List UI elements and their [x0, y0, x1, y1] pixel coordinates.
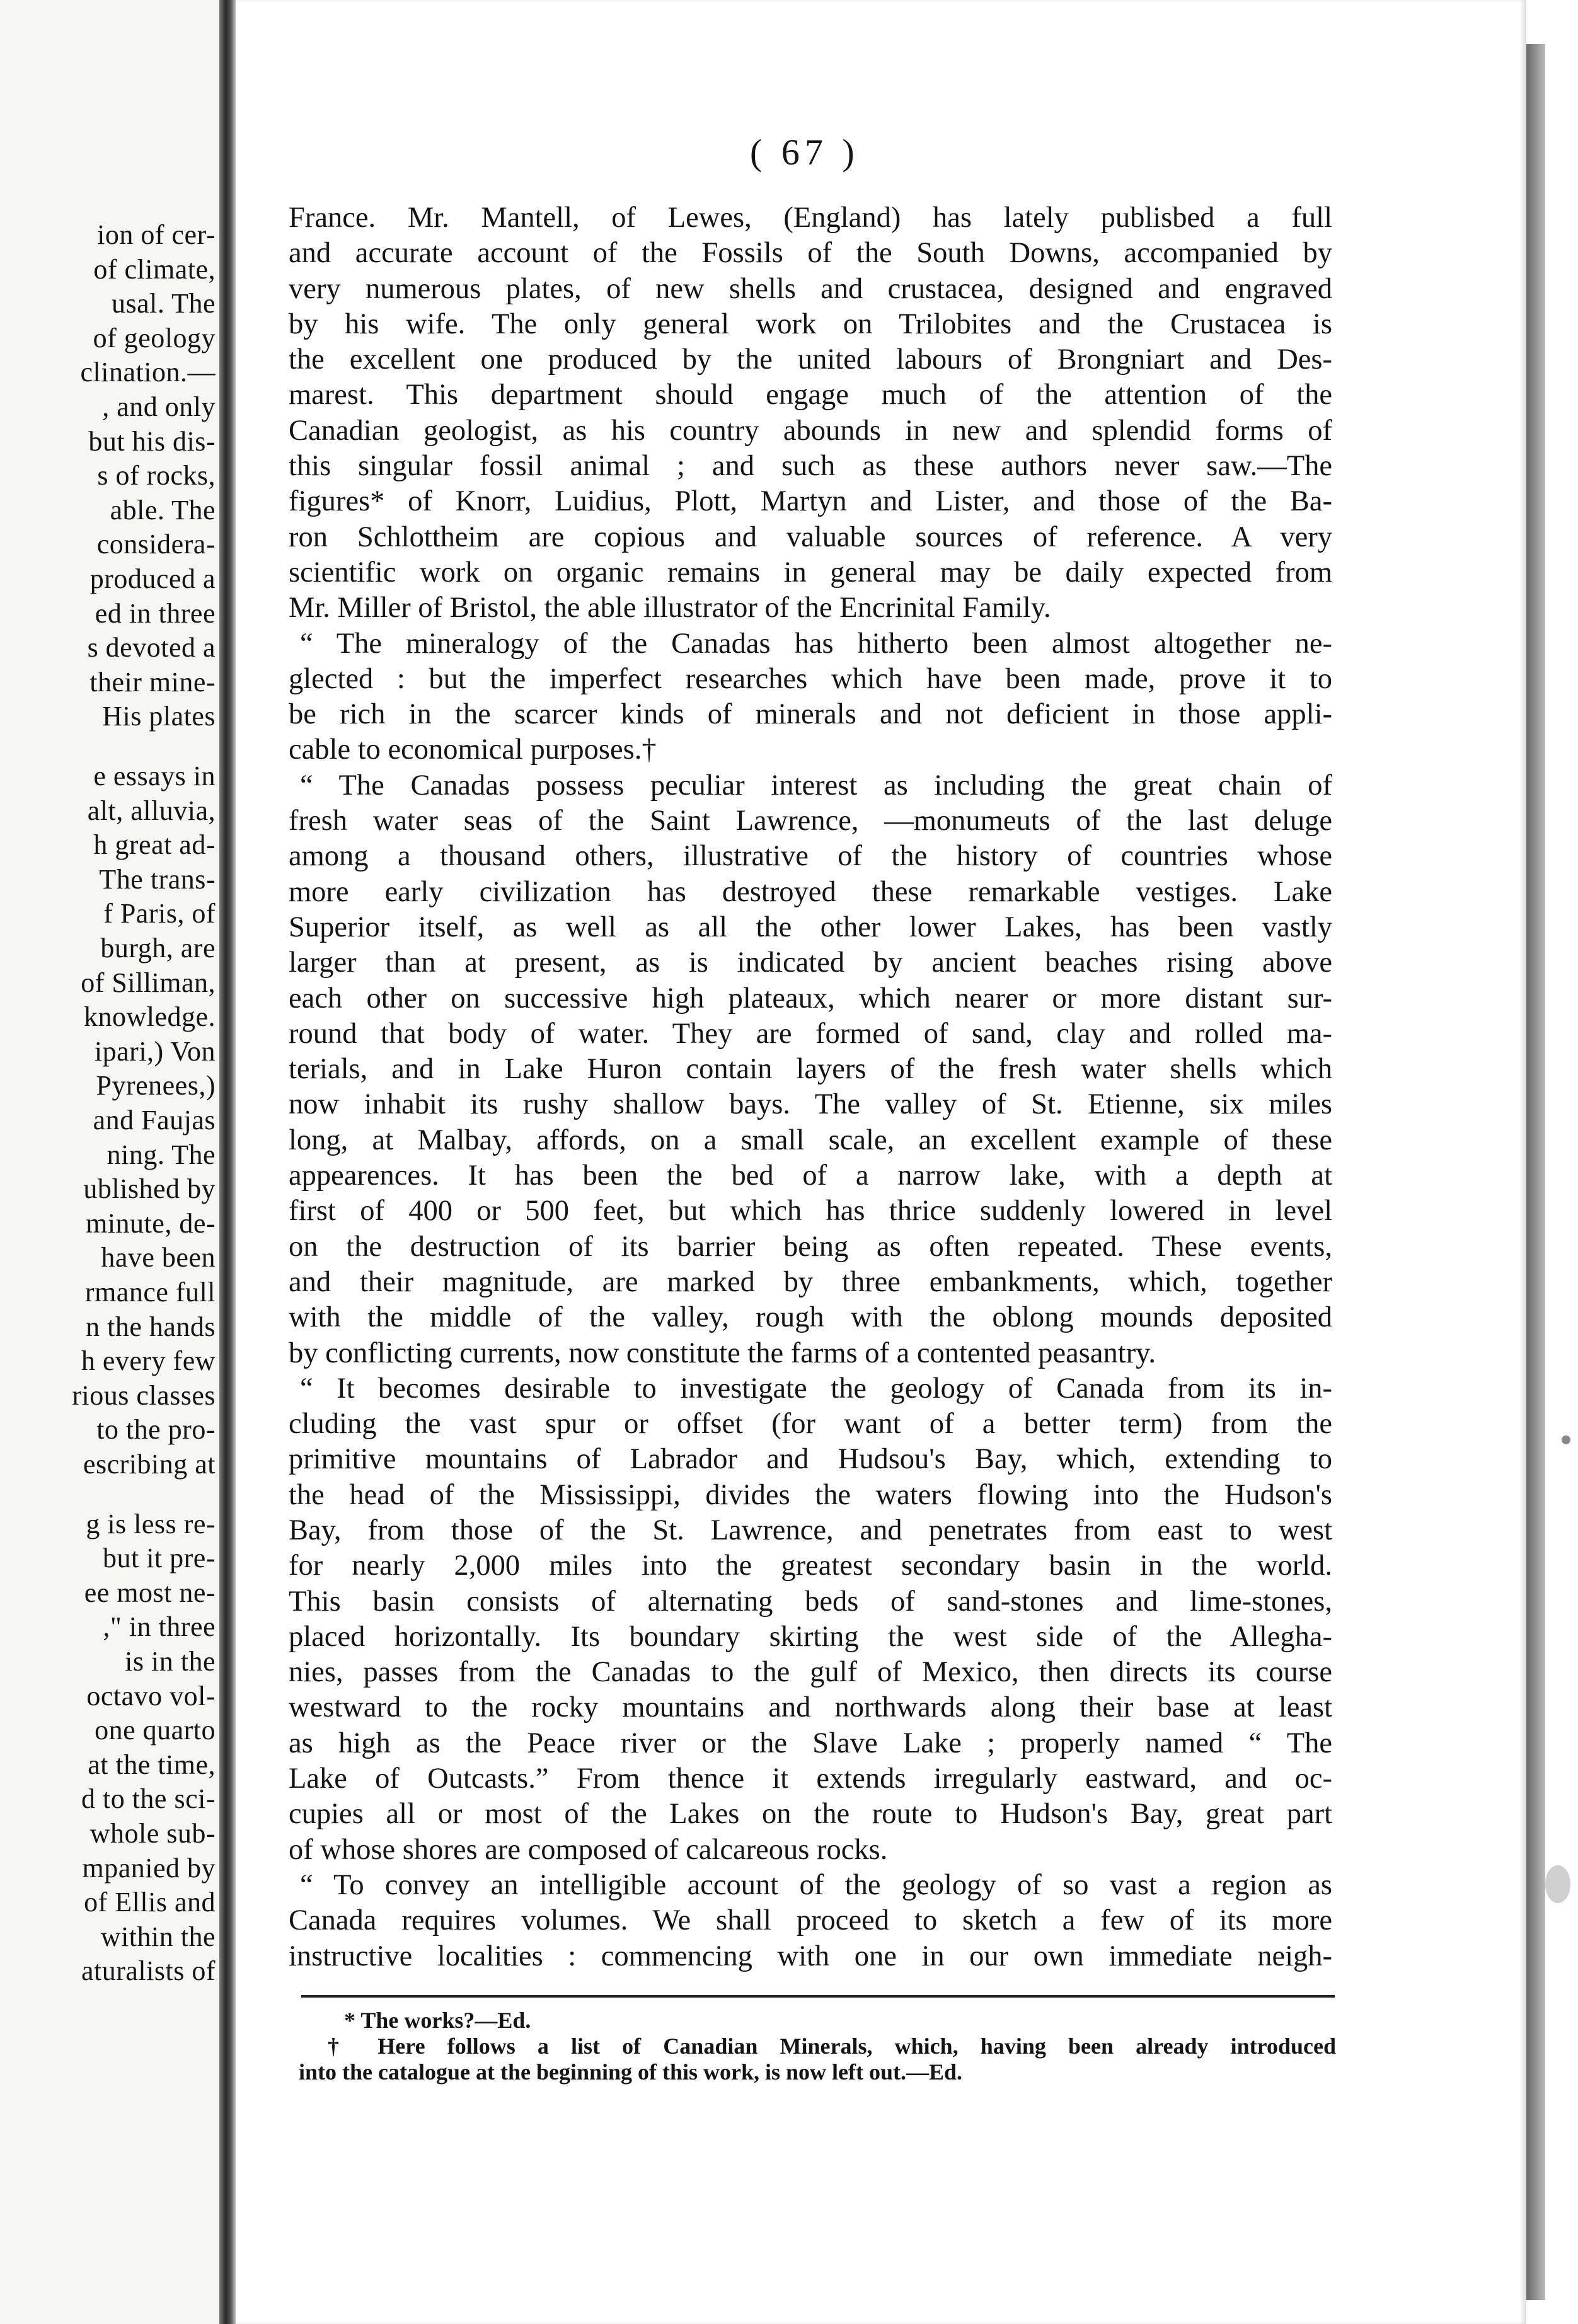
body-text-line: more early civilization has destroyed these remarkable vestiges. Lake: [289, 875, 1332, 908]
body-text-line: This basin consists of alternating beds of sand-stones and lime-stones,: [289, 1585, 1332, 1618]
body-text-line: westward to the rocky mountains and northwards along their base at least: [289, 1691, 1332, 1724]
body-text-line: nies, passes from the Canadas to the gulf of Mexico, then directs its course: [289, 1656, 1332, 1689]
book-gutter: [219, 0, 236, 2324]
body-text-line: Bay, from those of the St. Lawrence, and penetrates from east to west: [289, 1514, 1332, 1546]
body-text-line: appearences. It has been the bed of a narrow lake, with a depth at: [289, 1159, 1332, 1192]
left-page-line: produced a: [89, 563, 216, 594]
left-page-line: rmance full: [84, 1277, 216, 1308]
body-text-line: by his wife. The only general work on Trilobites and the Crustacea is: [289, 308, 1332, 340]
body-text-line: as high as the Peace river or the Slave Lake ; properly named “ The: [289, 1727, 1332, 1759]
left-page-line: whole sub-: [89, 1818, 216, 1849]
left-page-line: considera-: [96, 529, 216, 560]
body-text-line: by conflicting currents, now constitute the farms of a contented peasantry.: [289, 1337, 1156, 1369]
left-page-line: escribing at: [83, 1449, 216, 1480]
body-text-line: of whose shores are composed of calcareous rocks.: [289, 1833, 888, 1866]
left-page-line: h every few: [81, 1345, 216, 1377]
body-text-line: instructive localities : commencing with one in our own immediate neigh-: [289, 1940, 1332, 1972]
footnote-line: † Here follows a list of Canadian Minerals, which, having been already introduced: [328, 2034, 1336, 2059]
footnote-line: into the catalogue at the beginning of this work, is now left out.—Ed.: [299, 2059, 963, 2085]
left-page-line: The trans-: [99, 863, 216, 895]
left-page-line: of Silliman,: [81, 967, 216, 998]
left-page-line: ion of cer-: [97, 219, 216, 250]
left-page-line: within the: [100, 1921, 216, 1952]
left-page-line: ning. The: [107, 1139, 216, 1170]
body-text-line: the head of the Mississippi, divides the waters flowing into the Hudson's: [289, 1478, 1332, 1511]
body-text-line: “ The mineralogy of the Canadas has hitherto been almost altogether ne-: [300, 627, 1332, 660]
main-body-text: [289, 200, 1332, 1974]
left-page-line: clination.—: [80, 357, 216, 388]
left-page-line: at the time,: [88, 1749, 216, 1780]
body-text-line: Canadian geologist, as his country abounds in new and splendid forms of: [289, 414, 1332, 447]
scan-speck: [1562, 1435, 1570, 1444]
left-page-line: d to the sci-: [81, 1783, 216, 1815]
left-page-line: of geology: [93, 322, 216, 354]
body-text-line: Lake of Outcasts.” From thence it extends irregularly eastward, and oc-: [289, 1763, 1332, 1795]
left-page-line: His plates: [102, 701, 216, 732]
left-page-line: minute, de-: [86, 1207, 216, 1239]
body-text-line: scientific work on organic remains in general may be daily expected from: [289, 556, 1332, 589]
left-page-line: ee most ne-: [84, 1577, 216, 1608]
body-text-line: among a thousand others, illustrative of the history of countries whose: [289, 840, 1332, 873]
body-text-line: with the middle of the valley, rough with the oblong mounds deposited: [289, 1301, 1332, 1334]
left-page-line: ed in three: [95, 597, 216, 629]
body-text-line: “ To convey an intelligible account of the geology of so vast a region as: [300, 1868, 1332, 1901]
body-text-line: cluding the vast spur or offset (for want of a better term) from the: [289, 1408, 1332, 1441]
left-page-line: ," in three: [103, 1611, 216, 1643]
body-text-line: glected : but the imperfect researches which have been made, prove it to: [289, 662, 1332, 695]
body-text-line: now inhabit its rushy shallow bays. The valley of St. Etienne, six miles: [289, 1088, 1332, 1121]
left-page-line: , and only: [102, 391, 216, 422]
body-text-line: larger than at present, as is indicated by ancient beaches rising above: [289, 946, 1332, 979]
body-text-line: each other on successive high plateaux, which nearer or more distant sur-: [289, 982, 1332, 1015]
left-page-line: ublished by: [83, 1173, 216, 1205]
body-text-line: Canada requires volumes. We shall proceed to sketch a few of its more: [289, 1904, 1332, 1937]
left-page-line: able. The: [110, 494, 216, 526]
page-number: ( 67 ): [750, 132, 860, 173]
left-page-line: octavo vol-: [86, 1680, 216, 1711]
body-text-line: cupies all or most of the Lakes on the route to Hudson's Bay, great part: [289, 1798, 1332, 1831]
body-text-line: and accurate account of the Fossils of the South Downs, accompanied by: [289, 237, 1332, 270]
body-text-line: for nearly 2,000 miles into the greatest secondary basin in the world.: [289, 1550, 1332, 1582]
left-page-line: usal. The: [112, 288, 216, 319]
body-text-line: marest. This department should engage much of the attention of the: [289, 379, 1332, 411]
body-text-line: “ It becomes desirable to investigate the geology of Canada from its in-: [300, 1372, 1332, 1405]
left-page-line: n the hands: [86, 1311, 216, 1342]
body-text-line: first of 400 or 500 feet, but which has thrice suddenly lowered in level: [289, 1195, 1332, 1228]
left-page-line: of Ellis and: [84, 1887, 216, 1918]
left-page-line: and Faujas: [93, 1105, 216, 1136]
left-page-line: s devoted a: [87, 632, 216, 664]
body-text-line: Mr. Miller of Bristol, the able illustrator of the Encrinital Family.: [289, 592, 1051, 624]
left-page-line: of climate,: [93, 253, 216, 285]
left-page-line: knowledge.: [83, 1001, 216, 1033]
left-page-line: f Paris, of: [103, 898, 216, 929]
left-page-line: g is less re-: [86, 1508, 216, 1539]
scan-blemish: [1545, 1865, 1570, 1903]
left-page-line: but it pre-: [102, 1543, 216, 1574]
left-page-line: have been: [101, 1242, 216, 1274]
body-text-line: primitive mountains of Labrador and Hudsou's Bay, which, extending to: [289, 1443, 1332, 1476]
body-text-line: fresh water seas of the Saint Lawrence, —monumeuts of the last deluge: [289, 805, 1332, 837]
body-text-line: round that body of water. They are formed of sand, clay and rolled ma-: [289, 1017, 1332, 1050]
body-text-line: ron Schlottheim are copious and valuable sources of reference. A very: [289, 521, 1332, 553]
left-page-line: ipari,) Von: [94, 1035, 216, 1067]
left-page-line: s of rocks,: [97, 460, 216, 492]
body-text-line: be rich in the scarcer kinds of minerals and not deficient in those appli-: [289, 698, 1332, 731]
footnote-line: * The works?—Ed.: [344, 2008, 531, 2033]
body-text-line: on the destruction of its barrier being as often repeated. These events,: [289, 1230, 1332, 1263]
footnote-divider: [301, 1995, 1335, 1998]
left-page-line: Pyrenees,): [96, 1070, 216, 1102]
body-text-line: the excellent one produced by the united labours of Brongniart and Des-: [289, 343, 1332, 376]
page-edge-shadow: [1526, 44, 1545, 2300]
left-page-line: burgh, are: [100, 933, 216, 964]
footnotes: [299, 2008, 1336, 2085]
left-page-line: h great ad-: [93, 829, 216, 861]
body-text-line: figures* of Knorr, Luidius, Plott, Martyn and Lister, and those of the Ba-: [289, 485, 1332, 518]
body-text-line: this singular fossil animal ; and such as these authors never saw.—The: [289, 450, 1332, 483]
left-page-line: aturalists of: [81, 1955, 216, 1987]
left-page-line: to the pro-: [96, 1414, 216, 1446]
body-text-line: France. Mr. Mantell, of Lewes, (England) has lately publisbed a full: [289, 202, 1332, 234]
left-page-line: mpanied by: [82, 1852, 216, 1884]
body-text-line: and their magnitude, are marked by three embankments, which, together: [289, 1265, 1332, 1298]
left-page-line: is in the: [125, 1646, 216, 1677]
body-text-line: Superior itself, as well as all the other lower Lakes, has been vastly: [289, 911, 1332, 943]
left-page-line: rious classes: [72, 1379, 216, 1411]
body-text-line: placed horizontally. Its boundary skirting the west side of the Allegha-: [289, 1620, 1332, 1653]
body-text-line: terials, and in Lake Huron contain layers of the fresh water shells which: [289, 1053, 1332, 1086]
left-page-line: one quarto: [95, 1715, 216, 1746]
left-page-line: e essays in: [93, 761, 216, 791]
body-text-line: very numerous plates, of new shells and crustacea, designed and engraved: [289, 272, 1332, 305]
left-page-line: but his dis-: [88, 425, 216, 457]
body-text-line: long, at Malbay, affords, on a small scale, an excellent example of these: [289, 1124, 1332, 1156]
left-page-line: their mine-: [89, 666, 216, 698]
previous-page-fragment: [0, 0, 219, 2324]
left-page-line: alt, alluvia,: [87, 795, 216, 826]
body-text-line: cable to economical purposes.†: [289, 733, 657, 766]
body-text-line: “ The Canadas possess peculiar interest as including the great chain of: [300, 769, 1332, 802]
